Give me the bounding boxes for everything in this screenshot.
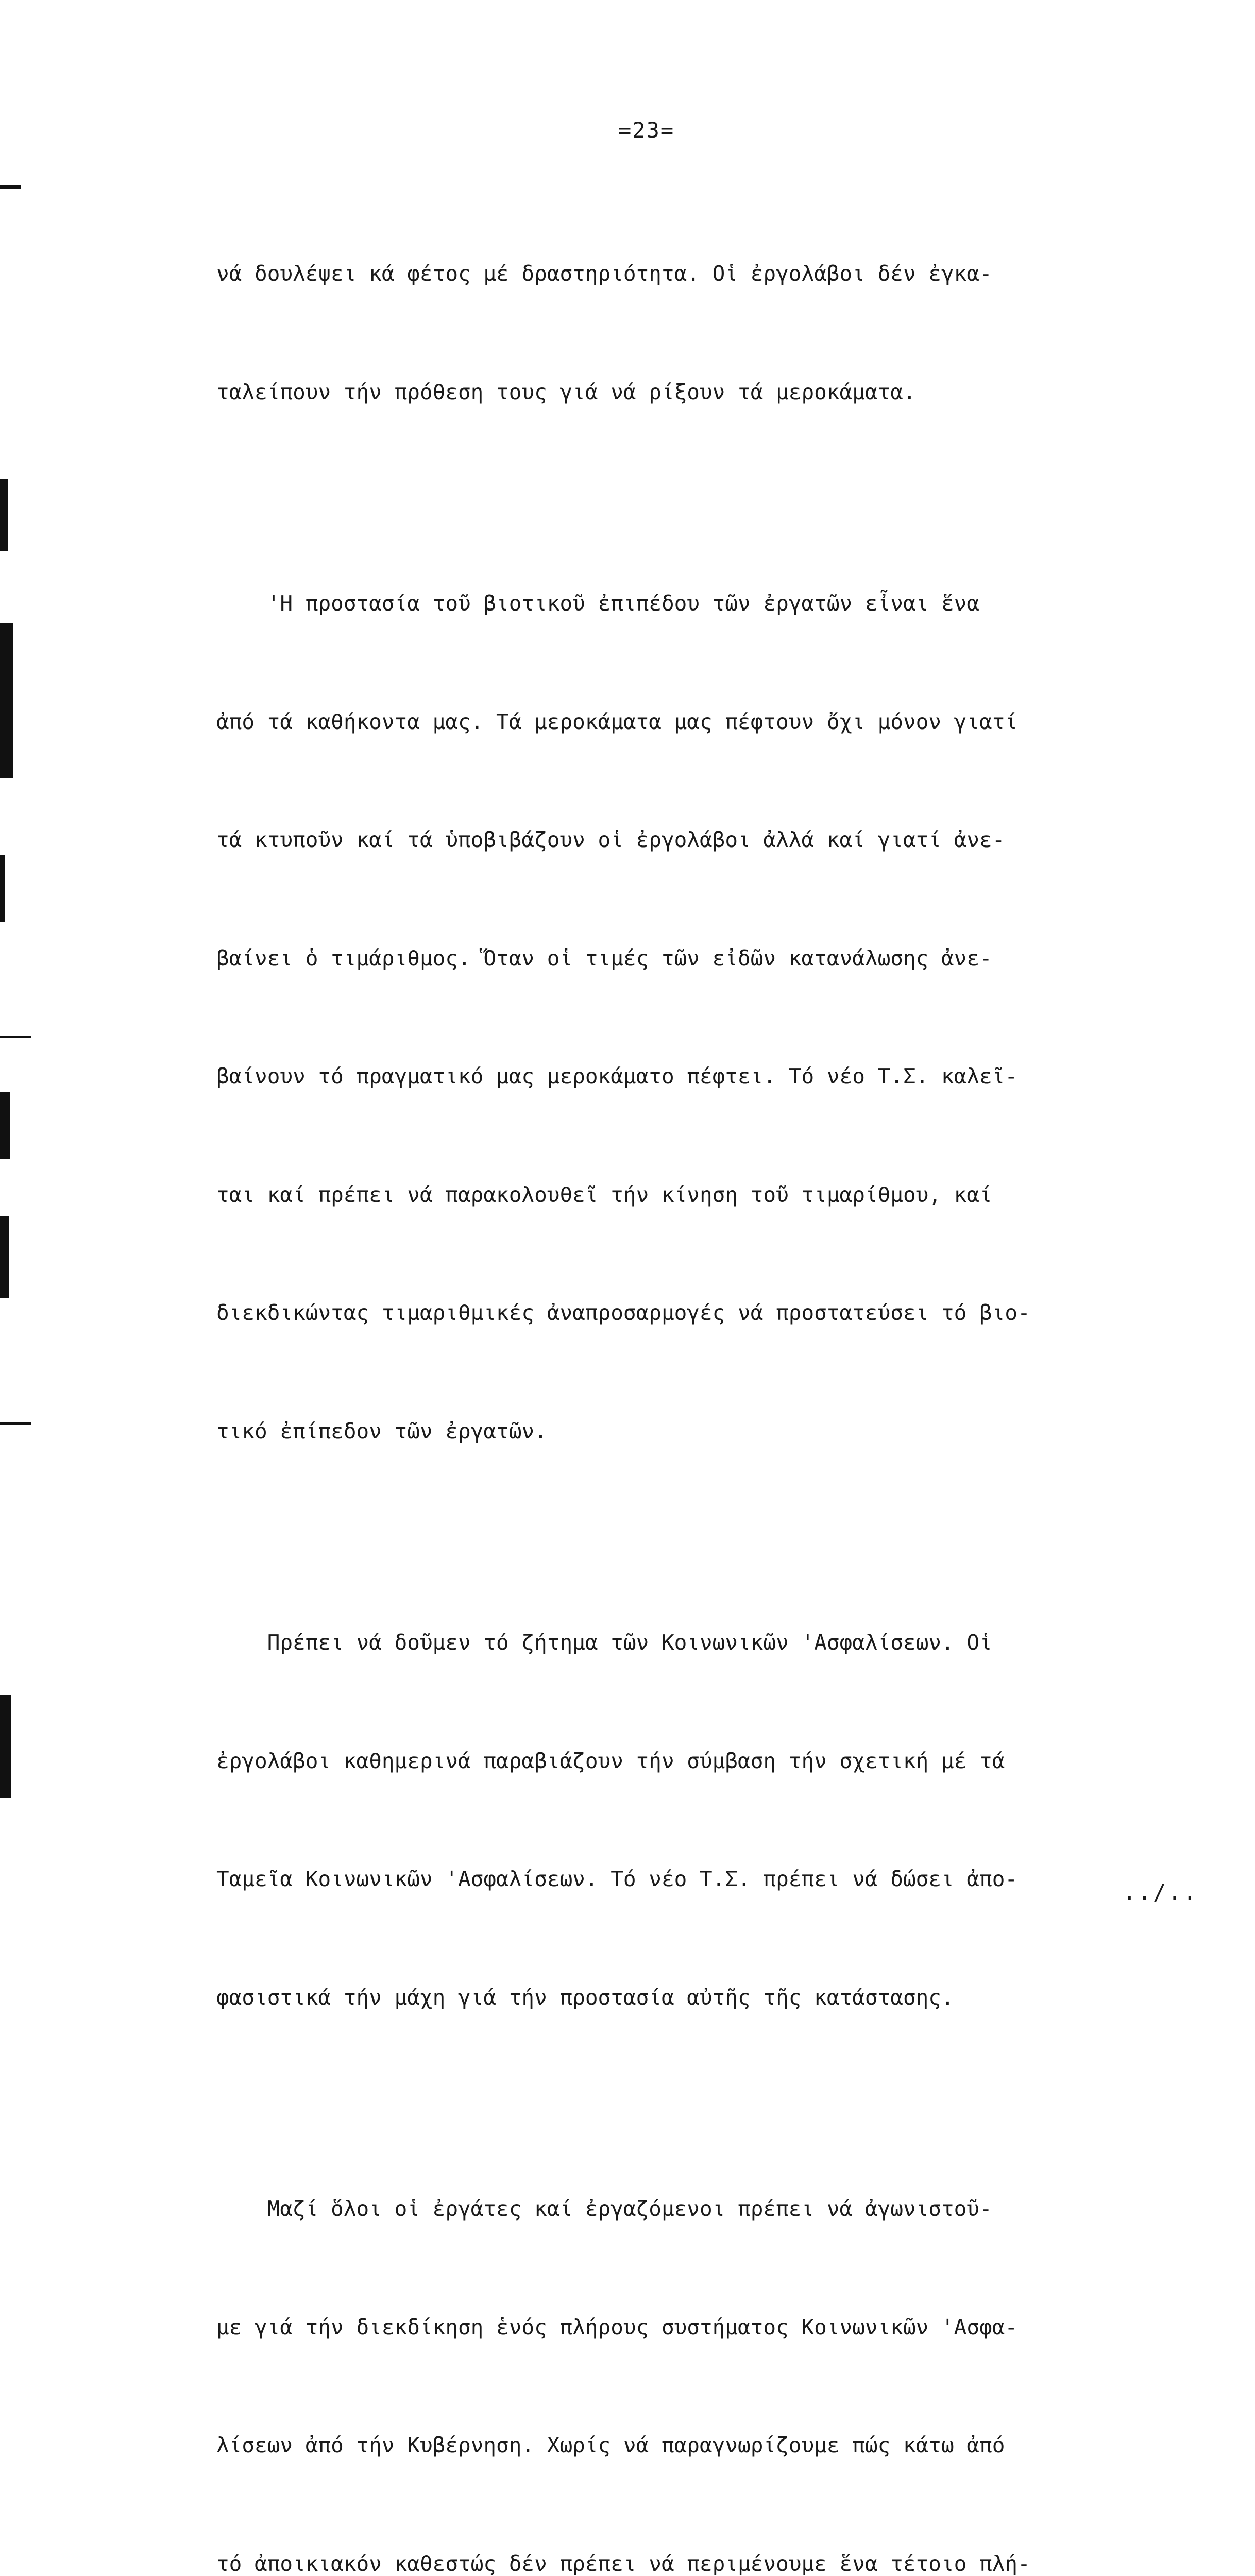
binding-mark (0, 623, 13, 778)
text-line: τικό ἐπίπεδον τῶν ἐργατῶν. (216, 1412, 1236, 1451)
text-line: τά κτυποῦν καί τά ὑποβιβάζουν οἱ ἐργολάβοι ἀλλά καί γιατί ἀνε- (216, 820, 1236, 860)
binding-mark (0, 1216, 9, 1298)
page-number: =23= (618, 117, 674, 143)
text-line: φασιστικά τήν μάχη γιά τήν προστασία αὐτῆς τῆς κατάστασης. (216, 1978, 1236, 2018)
text-line: ἐργολάβοι καθημερινά παραβιάζουν τήν σύμβαση τήν σχετική μέ τά (216, 1741, 1236, 1781)
text-line: νά δουλέψει κά φέτος μέ δραστηριότητα. Οἱ ἐργολάβοι δέν ἐγκα- (216, 254, 1236, 294)
binding-mark (0, 855, 5, 922)
paragraph (216, 1544, 1236, 2096)
text-line: τό ἀποικιακόν καθεστώς δέν πρέπει νά περιμένουμε ἕνα τέτοιο πλή- (216, 2544, 1236, 2576)
paragraph (216, 2110, 1236, 2576)
text-line: ἀπό τά καθήκοντα μας. Τά μεροκάματα μας πέφτουν ὄχι μόνον γιατί (216, 702, 1236, 742)
text-line: ταλείπουν τήν πρόθεση τους γιά νά ρίξουν τά μεροκάματα. (216, 372, 1236, 412)
body-text (216, 175, 1236, 2576)
continuation-mark: ../.. (1123, 1879, 1198, 1905)
binding-mark (0, 1695, 11, 1798)
paragraph (216, 505, 1236, 1530)
text-line: λίσεων ἀπό τήν Κυβέρνηση. Χωρίς νά παραγνωρίζουμε πώς κάτω ἀπό (216, 2426, 1236, 2465)
text-line: 'Η προστασία τοῦ βιοτικοῦ ἐπιπέδου τῶν ἐργατῶν εἶναι ἕνα (216, 584, 1236, 623)
binding-mark (0, 1092, 10, 1159)
text-line: βαίνει ὁ τιμάριθμος. Ὅταν οἱ τιμές τῶν εἰδῶν κατανάλωσης ἀνε- (216, 939, 1236, 978)
text-line: διεκδικώντας τιμαριθμικές ἀναπροσαρμογές νά προστατεύσει τό βιο- (216, 1293, 1236, 1333)
binding-mark (0, 1036, 31, 1038)
text-line: Μαζί ὅλοι οἱ ἐργάτες καί ἐργαζόμενοι πρέπει νά ἀγωνιστοῦ- (216, 2189, 1236, 2229)
text-line: Πρέπει νά δοῦμεν τό ζήτημα τῶν Κοινωνικῶν 'Ασφαλίσεων. Οἱ (216, 1623, 1236, 1663)
text-line: βαίνουν τό πραγματικό μας μεροκάματο πέφτει. Τό νέο Τ.Σ. καλεῖ- (216, 1057, 1236, 1096)
text-line: με γιά τήν διεκδίκηση ἑνός πλήρους συστήματος Κοινωνικῶν 'Ασφα- (216, 2308, 1236, 2347)
binding-mark (0, 185, 21, 189)
binding-mark (0, 479, 8, 551)
paragraph (216, 175, 1236, 490)
binding-mark (0, 1422, 31, 1425)
text-line: Ταμεῖα Κοινωνικῶν 'Ασφαλίσεων. Τό νέο Τ.Σ. πρέπει νά δώσει ἀπο- (216, 1859, 1236, 1899)
text-line: ται καί πρέπει νά παρακολουθεῖ τήν κίνηση τοῦ τιμαρίθμου, καί (216, 1175, 1236, 1215)
